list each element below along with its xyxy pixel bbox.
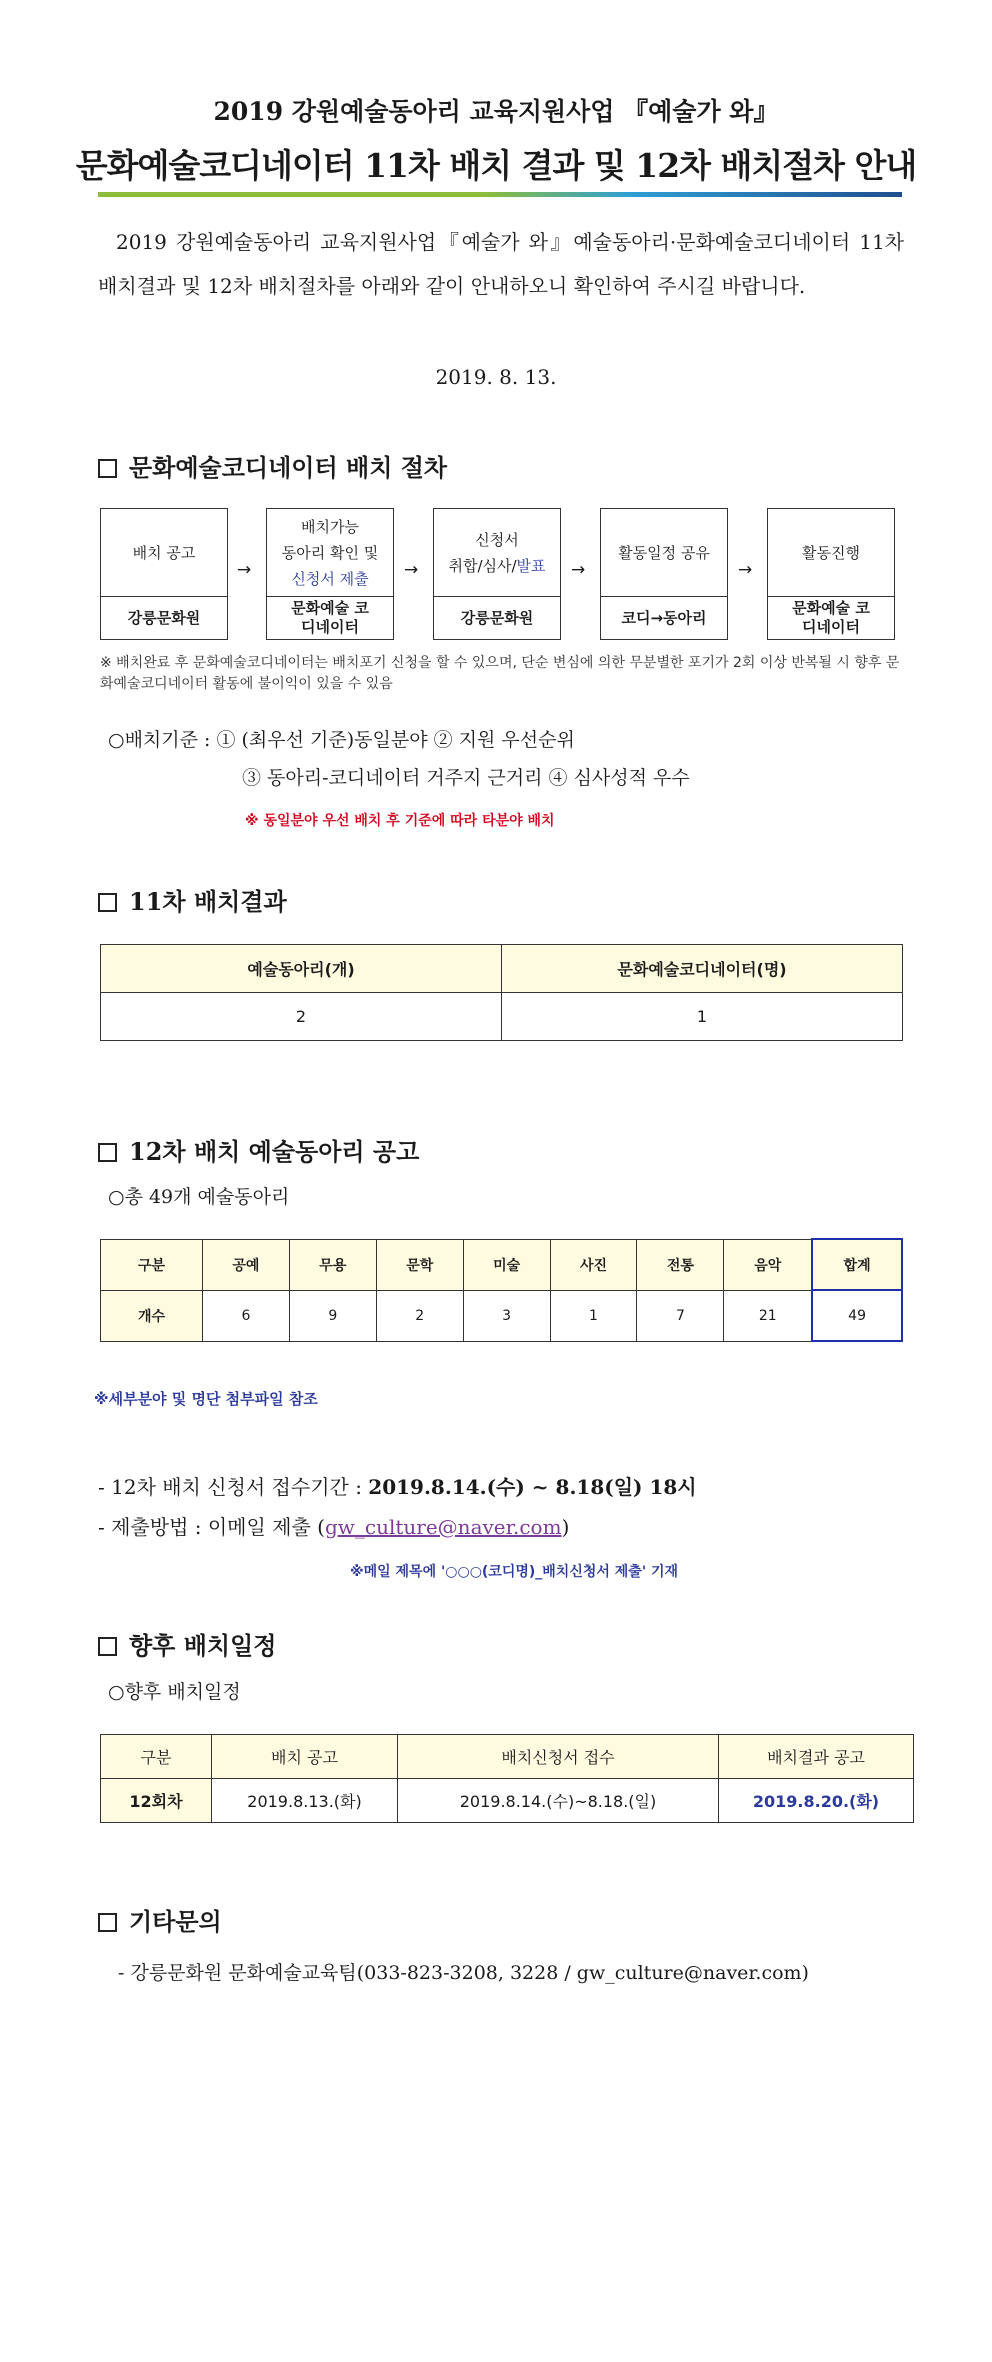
section-result11-title — [98, 882, 287, 917]
table-header-cell: 문화예술코디네이터(명) — [502, 945, 903, 993]
table-header-cell: 음악 — [724, 1239, 812, 1290]
step-owner: 강릉문화원 — [434, 596, 560, 639]
table-cell: 2 — [376, 1290, 463, 1341]
email-link[interactable]: gw_culture@naver.com — [324, 1515, 562, 1539]
step-text-highlight: 발표 — [516, 557, 546, 575]
step-text: 활동일정 공유 — [618, 544, 710, 562]
document-title: 문화예술코디네이터 11차 배치 결과 및 12차 배치절차 안내 — [75, 146, 917, 185]
table-header-cell: 공예 — [203, 1239, 290, 1290]
arrow-right-icon: → — [738, 560, 753, 580]
arrow-right-icon: → — [571, 560, 586, 580]
title-underline — [98, 192, 902, 197]
arrow-right-icon: → — [404, 560, 419, 580]
detail-note: ※세부분야 및 명단 첨부파일 참조 — [94, 1390, 318, 1408]
checkbox-square-icon — [98, 1913, 117, 1932]
application-period-line — [98, 1471, 697, 1500]
checkbox-square-icon — [98, 1637, 117, 1656]
table-header-cell: 전통 — [637, 1239, 724, 1290]
step-text: 신청서 — [475, 531, 519, 549]
procedure-step — [266, 508, 394, 640]
section-contact-title — [98, 1902, 222, 1937]
table-row-label: 12회차 — [101, 1779, 212, 1823]
table-cell: 1 — [550, 1290, 637, 1341]
table-header-cell: 배치신청서 접수 — [398, 1735, 719, 1779]
club-count-line: ○총 49개 예술동아리 — [108, 1186, 290, 1208]
table-cell: 2 — [101, 993, 502, 1041]
section-heading-text: 12차 배치 예술동아리 공고 — [129, 1137, 420, 1166]
schedule-table — [100, 1734, 914, 1823]
section-heading-text: 기타문의 — [129, 1907, 222, 1936]
submission-method-line — [98, 1511, 569, 1540]
procedure-note: ※ 배치완료 후 문화예술코디네이터는 배치포기 신청을 할 수 있으며, 단순 변심에 의한 무분별한 포기가 2회 이상 반복될 시 향후 문화예술코디네이터 활동에 불이익이 있을 수 있음 — [100, 655, 900, 692]
table-header-cell-total: 합계 — [812, 1239, 902, 1290]
table-cell: 9 — [289, 1290, 376, 1341]
table-header-cell: 문학 — [376, 1239, 463, 1290]
table-header-cell: 사진 — [550, 1239, 637, 1290]
table-cell-total: 49 — [812, 1290, 902, 1341]
step-text: 취합/심사/ — [448, 557, 517, 575]
method-label: - 제출방법 : 이메일 제출 ( — [98, 1515, 325, 1539]
section-schedule-title — [98, 1626, 276, 1661]
section-heading-text: 11차 배치결과 — [129, 887, 287, 916]
checkbox-square-icon — [98, 1143, 117, 1162]
table-header-cell: 구분 — [101, 1735, 212, 1779]
document-date: 2019. 8. 13. — [435, 365, 557, 389]
table-header-cell: 무용 — [289, 1239, 376, 1290]
method-close: ) — [561, 1515, 570, 1539]
document-subtitle: 2019 강원예술동아리 교육지원사업 『예술가 와』 — [213, 97, 779, 126]
checkbox-square-icon — [98, 893, 117, 912]
intro-paragraph: 2019 강원예술동아리 교육지원사업『예술가 와』예술동아리·문화예술코디네이터 11차 배치결과 및 12차 배치절차를 아래와 같이 안내하오니 확인하여 주시길 바랍니다. — [98, 230, 904, 298]
arrow-right-icon: → — [237, 560, 252, 580]
step-text: 배치가능 — [301, 518, 359, 536]
table-header-cell: 구분 — [101, 1239, 203, 1290]
table-cell: 3 — [463, 1290, 550, 1341]
table-header-row — [101, 1239, 903, 1290]
step-text: 동아리 확인 및 — [281, 544, 379, 562]
table-header-cell: 예술동아리(개) — [101, 945, 502, 993]
table-row — [101, 993, 903, 1041]
table-cell: 1 — [502, 993, 903, 1041]
schedule-sub-line: ○향후 배치일정 — [108, 1681, 241, 1703]
procedure-step — [433, 508, 561, 640]
period-label: - 12차 배치 신청서 접수기간 : — [98, 1475, 369, 1499]
table-cell: 7 — [637, 1290, 724, 1341]
step-owner: 코디→동아리 — [601, 596, 727, 639]
section-heading-text: 향후 배치일정 — [129, 1631, 277, 1660]
mail-subject-note: ※메일 제목에 '○○○(코디명)_배치신청서 제출' 기재 — [350, 1564, 679, 1580]
table-cell: 6 — [203, 1290, 290, 1341]
criteria-note: ※ 동일분야 우선 배치 후 기준에 따라 타분야 배치 — [245, 813, 555, 829]
section-procedure-title — [98, 448, 447, 483]
table-header-row — [101, 945, 903, 993]
club-count-table — [100, 1238, 903, 1342]
table-header-row — [101, 1735, 914, 1779]
criteria-line: ③ 동아리-코디네이터 거주지 근거리 ④ 심사성적 우수 — [242, 767, 690, 789]
section-notice12-title — [98, 1132, 419, 1167]
period-value: 2019.8.14.(수) ~ 8.18(일) 18시 — [368, 1475, 697, 1499]
table-cell: 2019.8.13.(화) — [212, 1779, 398, 1823]
table-header-cell: 배치결과 공고 — [719, 1735, 914, 1779]
table-header-cell: 미술 — [463, 1239, 550, 1290]
step-owner: 문화예술 코디네이터 — [768, 596, 894, 639]
step-owner: 문화예술 코디네이터 — [267, 596, 393, 639]
table-row-label: 개수 — [101, 1290, 203, 1341]
table-cell-highlight: 2019.8.20.(화) — [719, 1779, 914, 1823]
table-cell: 2019.8.14.(수)~8.18.(일) — [398, 1779, 719, 1823]
step-owner: 강릉문화원 — [101, 596, 227, 639]
result11-table — [100, 944, 903, 1041]
table-row — [101, 1290, 903, 1341]
table-row — [101, 1779, 914, 1823]
criteria-line: ○배치기준 : ① (최우선 기준)동일분야 ② 지원 우선순위 — [108, 729, 575, 751]
table-header-cell: 배치 공고 — [212, 1735, 398, 1779]
procedure-step — [767, 508, 895, 640]
procedure-step — [100, 508, 228, 640]
table-cell: 21 — [724, 1290, 812, 1341]
section-heading-text: 문화예술코디네이터 배치 절차 — [129, 453, 448, 482]
checkbox-square-icon — [98, 459, 117, 478]
step-text-highlight: 신청서 제출 — [291, 570, 369, 588]
step-text: 활동진행 — [802, 544, 860, 562]
contact-line: - 강릉문화원 문화예술교육팀(033-823-3208, 3228 / gw_culture@naver.com) — [118, 1962, 809, 1984]
step-text: 배치 공고 — [132, 544, 196, 562]
procedure-step — [600, 508, 728, 640]
